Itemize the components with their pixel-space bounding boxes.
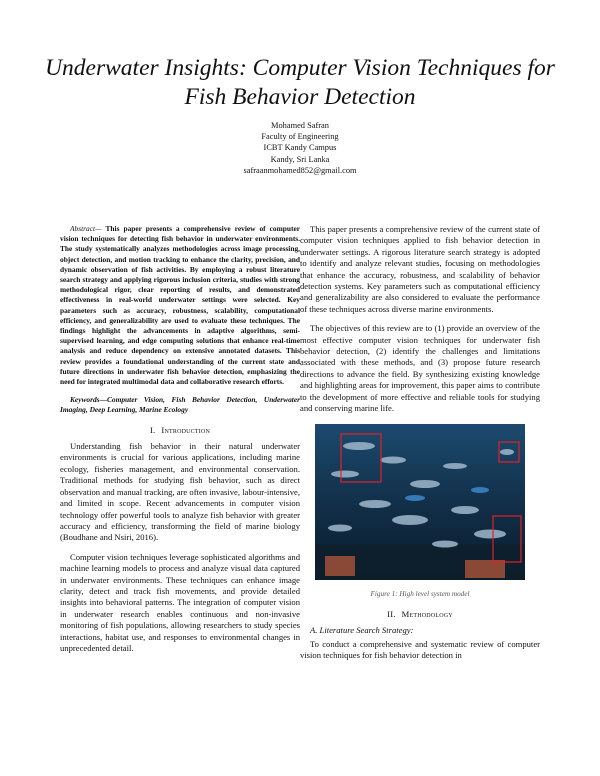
keywords	[60, 395, 300, 415]
intro-paragraph-2: Computer vision techniques leverage sophisticated algorithms and machine learning models to process and analyze visual data captured in underwater environments. These techniques can enhance image clarity, detect and track fish movements, and provide detailed insights into behavioral patterns. The integration of computer vision in underwater research enables continuous and non-invasive monitoring of fish populations, allowing researchers to study species interactions, habitat use, and responses to environmental changes in unprecedented detail.	[60, 551, 300, 653]
author-department: Faculty of Engineering	[261, 132, 339, 142]
figure-caption: Figure 1: High level system model	[370, 589, 470, 598]
abstract-label: Abstract—	[70, 224, 102, 233]
author-email: safraanmohamed852@gmail.com	[243, 165, 357, 175]
right-paragraph-2: The objectives of this review are to (1) provide an overview of the most effective computer vision techniques for underwater fish behavior detection, (2) identify the challenges and limitations associated with these methods, and (3) propose future research directions to advance the field. By synthesizing existing knowledge and highlighting areas for improvement, this paper aims to contribute to the development of more effective and reliable tools for studying and conserving marine life.	[300, 323, 540, 414]
abstract-text: This paper presents a comprehensive review of computer vision techniques for detecting fish behavior in underwater environments. The study systematically analyzes methodologies across image processing, object detection, and motion tracking to enhance the clarity, precision, and dynamic observation of fish activities. By employing a robust literature search strategy and applying rigorous inclusion criteria, studies with strong methodological rigor, clear reporting of results, and demonstrated effectiveness in real-world underwater settings were selected. Key parameters such as accuracy, robustness, scalability, computational efficiency, and generalizability are used to evaluate these techniques. The findings highlight the advancements in adaptive algorithms, semi-supervised learning, and edge computing solutions that enhance real-time analysis and reduce dependency on extensive annotated datasets. This review provides a foundational understanding of the current state and future directions in underwater fish behavior detection, emphasizing the need for integrated multimodal data and collaborative research efforts.	[60, 224, 301, 387]
keywords-label: Keywords—	[70, 395, 107, 405]
author-location: Kandy, Sri Lanka	[270, 154, 330, 164]
keywords-text: Computer Vision, Fish Behavior Detection, Underwater Imaging, Deep Learning, Marine Ecology	[60, 395, 300, 415]
abstract	[60, 224, 300, 387]
author-name: Mohamed Safran	[271, 121, 329, 130]
author-block	[150, 120, 450, 176]
figure-fish-detection	[315, 424, 525, 580]
paper-title: Underwater Insights: Computer Vision Techniques for Fish Behavior Detection	[45, 55, 555, 110]
underwater-image	[315, 424, 525, 580]
section-heading-methodology: II. Methodology	[387, 608, 453, 619]
left-column	[60, 224, 300, 654]
right-column	[300, 224, 540, 662]
intro-paragraph-1: Understanding fish behavior in their natural underwater environments is crucial for various applications, including marine ecology, fisheries management, and environmental conservation. Traditional methods for studying fish behavior, such as direct observation and manual tracking, are often invasive, labour-intensive, and limited in scope. Recent advancements in computer vision technology offer powerful tools to analyze fish behavior with greater accuracy and efficiency, transforming the field of marine biology (Boudhane and Nsiri, 2016).	[60, 441, 300, 543]
subsection-heading: A. Literature Search Strategy:	[310, 625, 414, 636]
methodology-paragraph: To conduct a comprehensive and systematic review of computer vision techniques for fish behavior detection in	[300, 638, 540, 661]
section-heading-introduction: I. Introduction	[149, 424, 210, 435]
author-institution: ICBT Kandy Campus	[263, 143, 337, 153]
right-paragraph-1: This paper presents a comprehensive review of the current state of computer vision techniques applied to fish behavior detection in underwater settings. A rigorous literature search strategy is adopted to identify and analyze relevant studies, focusing on methodologies that enhance the accuracy, robustness, and scalability of behavior detection systems. Key parameters such as computational efficiency and generalizability are also considered to evaluate the performance of these techniques across diverse marine environments.	[300, 224, 540, 314]
